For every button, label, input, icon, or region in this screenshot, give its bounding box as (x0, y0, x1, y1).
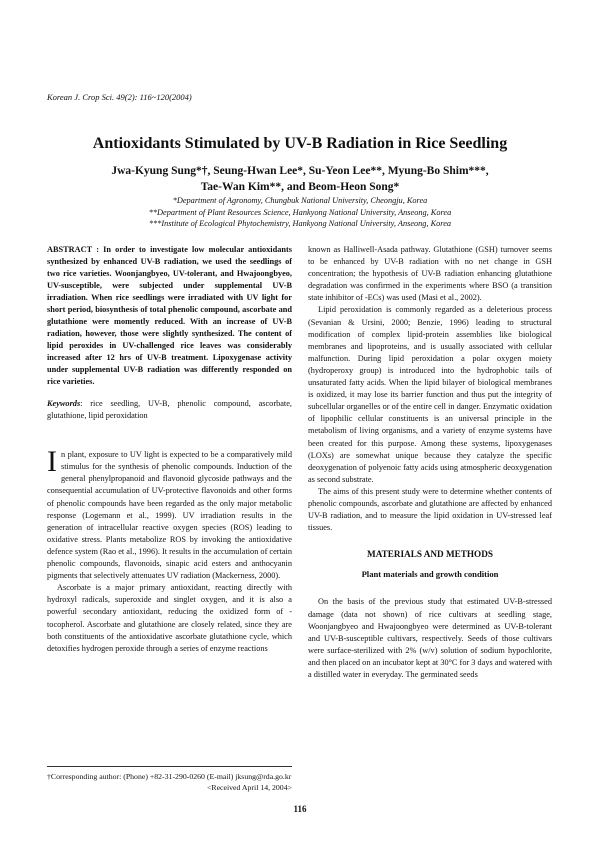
journal-citation: Korean J. Crop Sci. 49(2): 116~120(2004) (47, 92, 192, 102)
keywords (47, 398, 292, 422)
affiliation-3: ***Institute of Ecological Phytochemistry, Hankyong National University, Anseong, Korea (148, 219, 452, 228)
author-line-1: Jwa-Kyung Sung*†, Seung-Hwan Lee*, Su-Yeon Lee**, Myung-Bo Shim***, (111, 165, 489, 177)
section-heading: MATERIALS AND METHODS (367, 549, 493, 560)
keywords-text: : rice seedling, UV-B, phenolic compound, ascorbate, glutathione, lipid peroxidation (47, 399, 292, 421)
page-number: 116 (293, 804, 307, 814)
introduction (47, 445, 292, 655)
affiliation-1: *Department of Agronomy, Chungbuk National University, Cheongju, Korea (172, 196, 428, 205)
drop-cap: I (47, 445, 57, 479)
affiliation-2: **Department of Plant Resources Science, Hankyong National University, Anseong, Korea (148, 207, 452, 217)
paper-title: Antioxidants Stimulated by UV-B Radiation in Rice Seedling (92, 135, 508, 152)
body-paragraph-1: known as Halliwell-Asada pathway. Glutathione (GSH) turnover seems to be enhanced by UV-B radiation with no net change in GSH concentration; the hypothesis of UV-B radiation enhancing glutathione degradation was confirmed in the experiments where BSO (a transition state inhibitor of -ECs) was used (Masi et al., 2002). (308, 245, 552, 303)
subsection-heading: Plant materials and growth condition (361, 569, 499, 580)
left-column (47, 244, 292, 655)
author-line-2: Tae-Wan Kim**, and Beom-Heon Song* (200, 181, 400, 193)
footnote (47, 766, 292, 793)
right-column (308, 244, 552, 681)
body-paragraph-4: On the basis of the previous study that estimated UV-B-stressed damage (data not shown) of rice cultivars at seedling stage, Woonjangbyeo and Hwajoongbyeo were determined as UV-B-tolerant and UV-B-susceptible cultivars, respectively. Seeds of those cultivars were surface-sterilized with 2% (w/v) solution of sodium hypochlorite, and then placed on an incubator kept at 30°C for 3 days and watered with a distilled water in everyday. The germinated seeds (308, 597, 552, 679)
affiliations (60, 195, 540, 230)
author-list (90, 163, 510, 195)
intro-paragraph-1 (47, 445, 292, 582)
intro-paragraph-2: Ascorbate is a major primary antioxidant, reacting directly with hydroxyl radicals, superoxide and singlet oxygen, and it is also a powerful secondary antioxidant, reducing the oxidized form of -tocopherol. Ascorbate and glutathione are closely related, since they are both constituents of the antioxidative ascorbate glutathione cycle, which detoxifies hydrogen peroxide through a series of enzyme reactions (47, 583, 292, 653)
body-paragraph-2: Lipid peroxidation is commonly regarded as a deleterious process (Sevanian & Ursini, 2000; Benzie, 1996) leading to structural modification of complex lipid-protein assemblies like biological membranes and lipoproteins, and is usually associated with cellular malfunction. During lipid peroxidation a polar oxygen moiety (hydroperoxy group) is introduced into the hydrophobic tails of unsaturated fatty acids. When the lipid bilayer of biological membranes is oxidized, it may lose its barrier function and thus put the integrity of subcellular organelles or of the entire cell in danger. Enzymatic oxidation of lipophilic cellular constituents is an universal principle in the metabolism of living organisms, and a variety of enzyme systems have been created for this purpose. Among these systems, lipoxygenases (LOXs) are somewhat unique because they catalyze the specific deoxygenation of polyenoic fatty acids using atmospheric deoxygenation as second substrate. (308, 305, 552, 484)
abstract: ABSTRACT : In order to investigate low molecular antioxidants synthesized by enhanced UV-B radiation, we used the seedlings of two rice varieties. Woonjangbyeo, UV-tolerant, and Hwajoongbyeo, UV-susceptible, were subjected under supplemental UV-B irradiation. When rice seedlings were irradiated with UV light for short period, biosynthesis of total phenolic compound, ascorbate and glutathione were momently reduced. With an increase of UV-B radiation, however, those were slightly synthesized. The content of lipid peroxides in UV-challenged rice leaves was considerably increased after 12 hrs of UV-B treatment. Lipoxygenase activity under supplemental UV-B radiation was differently responded on rice varieties. (47, 245, 292, 386)
intro-paragraph-1-text: n plant, exposure to UV light is expected to be a comparatively mild stimulus for the synthesis of phenolic compounds. Induction of the general phenylpropanoid and flavonoid glycoside pathways and the consequential accumulation of UV-protective flavonoids and other forms of phenolic compounds have been regarded as the only major metabolic response (Logemann et al., 1999). UV irradiation results in the generation of intracellular reactive oxygen species (ROS) leading to oxidative stress. Plants metabolize ROS by invoking the antioxidative defence system (Rao et al., 1996). It results in the accumulation of certain phenolic compounds, flavonoids, sinapic acid esters and anthocyanin pigments that selectively attenuates UV radiation (Mackerness, 2000). (47, 450, 292, 581)
received-date: <Received April 14, 2004> (206, 783, 292, 792)
keywords-label: Keywords (47, 399, 81, 408)
body-paragraph-3: The aims of this present study were to determine whether contents of phenolic compounds, ascorbate and glutathione are affected by enhanced UV-B radiation, and to measure the lipid oxidation in UV-stressed leaf tissues. (308, 486, 552, 533)
corresponding-author: †Corresponding author: (Phone) +82-31-290-0260 (E-mail) jksung@rda.go.kr (47, 772, 292, 781)
